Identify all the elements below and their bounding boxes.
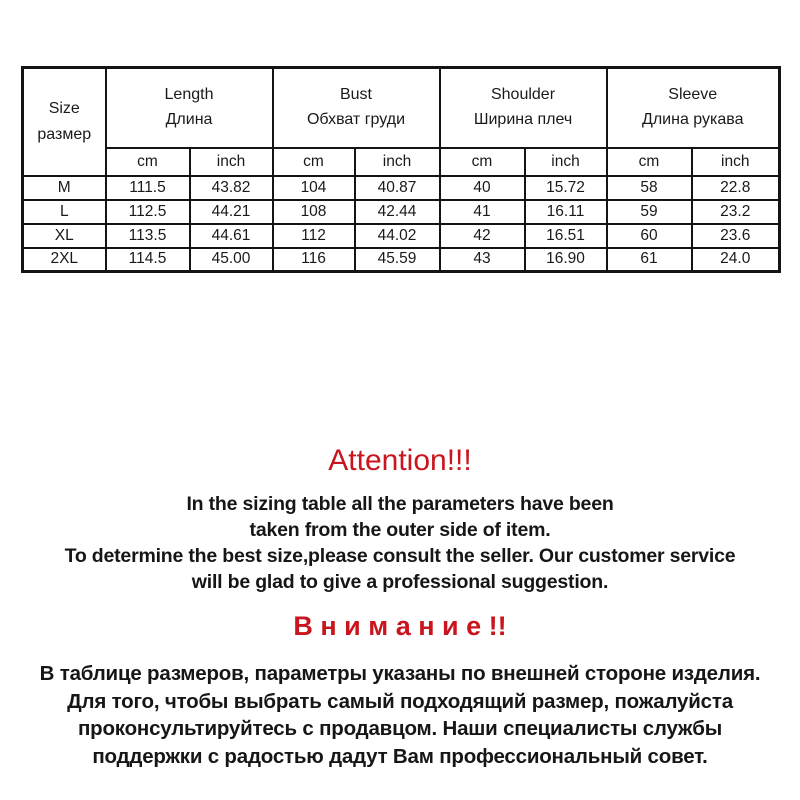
- cell-length-cm: 113.5: [106, 224, 190, 248]
- header-size-ru: размер: [37, 125, 92, 143]
- units-row: [23, 148, 780, 176]
- cell-size: XL: [23, 224, 106, 248]
- cell-shoulder-inch: 16.51: [525, 224, 607, 248]
- header-sleeve-ru: Длина рукава: [642, 111, 744, 129]
- header-sleeve-en: Sleeve: [668, 86, 718, 104]
- cell-size: 2XL: [23, 248, 106, 272]
- cell-shoulder-cm: 42: [440, 224, 525, 248]
- attention-ru-line3: проконсультируйтесь с продавцом. Наши специалисты службы: [77, 717, 723, 740]
- table-row: [23, 176, 780, 200]
- unit-shoulder-inch: inch: [525, 148, 607, 176]
- unit-sleeve-cm: cm: [607, 148, 692, 176]
- attention-p1-line1: In the sizing table all the parameters have been: [186, 493, 614, 515]
- header-length-ru: Длина: [165, 111, 213, 129]
- cell-size: M: [23, 176, 106, 200]
- attention-ru-line2: Для того, чтобы выбрать самый подходящий размер, пожалуйста: [67, 689, 733, 713]
- cell-bust-inch: 40.87: [355, 176, 440, 200]
- table-row: [23, 248, 780, 272]
- cell-sleeve-cm: 59: [607, 200, 692, 224]
- cell-shoulder-cm: 43: [440, 248, 525, 272]
- cell-size: L: [23, 200, 106, 224]
- attention-title-en: Attention!!!: [328, 444, 472, 477]
- cell-sleeve-cm: 61: [607, 248, 692, 272]
- cell-shoulder-cm: 40: [440, 176, 525, 200]
- cell-sleeve-inch: 23.6: [692, 224, 780, 248]
- size-table: [21, 66, 781, 273]
- cell-sleeve-cm: 58: [607, 176, 692, 200]
- header-size-en: Size: [48, 99, 80, 117]
- cell-bust-cm: 112: [273, 224, 355, 248]
- cell-length-cm: 114.5: [106, 248, 190, 272]
- table-row: [23, 224, 780, 248]
- attention-p2-line2: will be glad to give a professional suggestion.: [191, 571, 609, 593]
- header-length: [106, 68, 273, 148]
- table-row: [23, 200, 780, 224]
- attention-ru-line1: В таблице размеров, параметры указаны по внешней стороне изделия.: [39, 662, 761, 685]
- cell-sleeve-cm: 60: [607, 224, 692, 248]
- cell-length-cm: 111.5: [106, 176, 190, 200]
- cell-sleeve-inch: 23.2: [692, 200, 780, 224]
- header-shoulder: [440, 68, 607, 148]
- cell-bust-cm: 116: [273, 248, 355, 272]
- unit-bust-cm: cm: [273, 148, 355, 176]
- header-sleeve: [607, 68, 780, 148]
- unit-bust-inch: inch: [355, 148, 440, 176]
- unit-shoulder-cm: cm: [440, 148, 525, 176]
- unit-sleeve-inch: inch: [692, 148, 780, 176]
- header-length-en: Length: [164, 86, 214, 104]
- header-row: [23, 68, 780, 148]
- cell-bust-inch: 45.59: [355, 248, 440, 272]
- cell-shoulder-inch: 15.72: [525, 176, 607, 200]
- cell-shoulder-cm: 41: [440, 200, 525, 224]
- cell-bust-inch: 42.44: [355, 200, 440, 224]
- header-bust: [273, 68, 440, 148]
- attention-p1-line2: taken from the outer side of item.: [249, 519, 551, 541]
- cell-bust-cm: 104: [273, 176, 355, 200]
- cell-bust-cm: 108: [273, 200, 355, 224]
- cell-bust-inch: 44.02: [355, 224, 440, 248]
- unit-length-cm: cm: [106, 148, 190, 176]
- cell-length-inch: 44.21: [190, 200, 273, 224]
- cell-sleeve-inch: 22.8: [692, 176, 780, 200]
- cell-shoulder-inch: 16.90: [525, 248, 607, 272]
- attention-paragraph-ru: [0, 660, 800, 770]
- header-size: [23, 68, 106, 176]
- cell-length-inch: 45.00: [190, 248, 273, 272]
- attention-ru-line4: поддержки с радостью дадут Вам профессиональный совет.: [92, 744, 708, 768]
- size-table-container: [21, 66, 781, 273]
- cell-shoulder-inch: 16.11: [525, 200, 607, 224]
- header-shoulder-ru: Ширина плеч: [473, 111, 573, 129]
- attention-title-ru: В н и м а н и е !!: [293, 611, 507, 641]
- attention-paragraph-1: [0, 491, 800, 543]
- header-bust-en: Bust: [339, 86, 372, 104]
- cell-length-inch: 43.82: [190, 176, 273, 200]
- header-shoulder-en: Shoulder: [490, 86, 556, 104]
- cell-length-inch: 44.61: [190, 224, 273, 248]
- header-bust-ru: Обхват груди: [306, 111, 405, 129]
- attention-paragraph-2: [0, 543, 800, 595]
- attention-p2-line1: To determine the best size,please consult the seller. Our customer service: [64, 545, 736, 567]
- cell-sleeve-inch: 24.0: [692, 248, 780, 272]
- cell-length-cm: 112.5: [106, 200, 190, 224]
- unit-length-inch: inch: [190, 148, 273, 176]
